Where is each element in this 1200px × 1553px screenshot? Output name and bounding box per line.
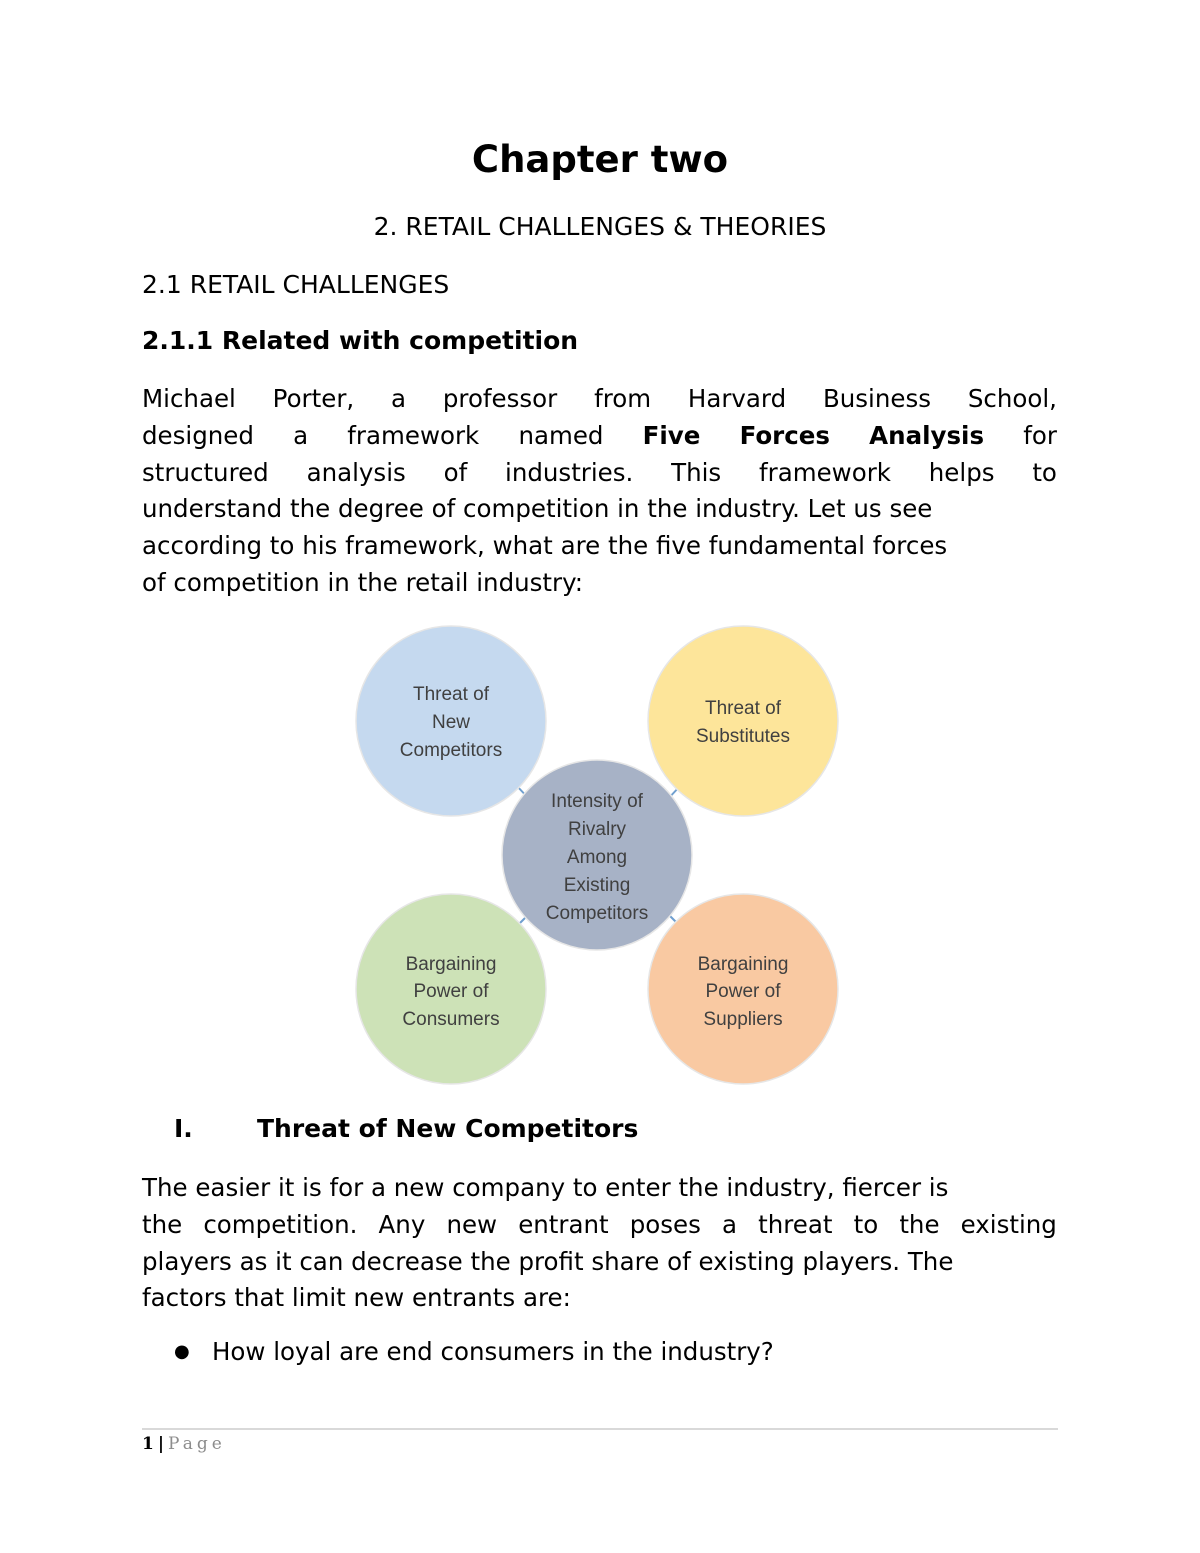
word: threat bbox=[758, 1209, 833, 1239]
page-label: Page bbox=[168, 1434, 226, 1454]
word: new bbox=[446, 1209, 498, 1239]
word: School, bbox=[967, 384, 1057, 413]
heading-roman-numeral: I. bbox=[174, 1114, 193, 1143]
word: framework bbox=[759, 457, 891, 487]
five-forces-analysis-term: Forces bbox=[739, 420, 830, 450]
page-footer bbox=[142, 1434, 226, 1454]
center-label: Intensity of bbox=[551, 791, 643, 812]
section-title: 2. RETAIL CHALLENGES & THEORIES bbox=[373, 212, 827, 241]
para1-line-2-word: designed bbox=[142, 420, 254, 450]
para1-line-2-word: a bbox=[293, 420, 309, 450]
bullet-text: How loyal are end consumers in the industry? bbox=[212, 1337, 774, 1366]
page-number: 1 bbox=[142, 1434, 154, 1454]
word: helps bbox=[928, 457, 995, 487]
top-right-label: Substitutes bbox=[696, 726, 790, 747]
center-label: Rivalry bbox=[567, 819, 627, 840]
center-label: Competitors bbox=[545, 903, 649, 924]
para1-line-2 bbox=[142, 418, 1057, 455]
word: a bbox=[722, 1209, 738, 1239]
para1-line-1 bbox=[142, 381, 1057, 418]
word: Business bbox=[822, 384, 931, 413]
word: existing bbox=[960, 1209, 1057, 1239]
heading-text: Threat of New Competitors bbox=[257, 1114, 639, 1143]
five-forces-analysis-term: Analysis bbox=[869, 420, 985, 450]
word: poses bbox=[629, 1209, 701, 1239]
para2-line-2 bbox=[142, 1207, 1057, 1244]
bottom-right-label: Power of bbox=[705, 981, 781, 1002]
word: of bbox=[443, 457, 468, 487]
para1-line-2-word: named bbox=[518, 420, 604, 450]
word: Any bbox=[378, 1209, 426, 1239]
word: This bbox=[671, 457, 722, 487]
top-left-label: New bbox=[431, 712, 471, 733]
word: the bbox=[899, 1209, 940, 1239]
word: from bbox=[594, 384, 652, 413]
para2-line-4: factors that limit new entrants are: bbox=[142, 1283, 571, 1313]
word: to bbox=[1032, 457, 1057, 487]
bottom-left-label: Bargaining bbox=[405, 954, 497, 975]
bottom-left-label: Consumers bbox=[402, 1009, 500, 1030]
para2-line-1: The easier it is for a new company to enter the industry, fiercer is bbox=[142, 1173, 949, 1202]
bottom-left-label: Power of bbox=[413, 981, 489, 1002]
para1-line-4: understand the degree of competition in the industry. Let us see bbox=[142, 494, 933, 524]
para1-line-6: of competition in the retail industry: bbox=[142, 567, 584, 597]
paragraph-new-competitors bbox=[142, 1170, 1057, 1317]
word: professor bbox=[442, 384, 558, 413]
word: Porter, bbox=[272, 384, 355, 413]
word: competition. bbox=[203, 1209, 358, 1239]
five-forces-analysis-term: Five bbox=[642, 420, 701, 450]
para1-line-2-word: framework bbox=[347, 420, 480, 450]
word: to bbox=[853, 1209, 879, 1239]
top-left-label: Competitors bbox=[399, 740, 503, 761]
para1-line-5: according to his framework, what are the five fundamental forces bbox=[142, 531, 948, 561]
bottom-right-label: Bargaining bbox=[697, 954, 789, 975]
para1-line-3 bbox=[142, 455, 1057, 492]
subsection-title: 2.1 RETAIL CHALLENGES bbox=[142, 270, 450, 299]
subsubsection-title: 2.1.1 Related with competition bbox=[142, 326, 579, 355]
top-right-label: Threat of bbox=[704, 698, 782, 719]
circle-threat-substitutes bbox=[648, 626, 838, 816]
paragraph-five-forces-intro bbox=[142, 381, 1057, 602]
para2-line-3: players as it can decrease the profit share of existing players. The bbox=[142, 1246, 954, 1276]
chapter-title: Chapter two bbox=[471, 138, 729, 181]
word: entrant bbox=[518, 1209, 609, 1239]
word: Harvard bbox=[687, 384, 787, 413]
bullet-icon: ● bbox=[174, 1341, 190, 1362]
center-label: Existing bbox=[563, 875, 631, 896]
word: a bbox=[391, 384, 407, 413]
five-forces-diagram bbox=[350, 622, 850, 1088]
center-label: Among bbox=[566, 847, 628, 868]
word: industries. bbox=[505, 457, 634, 487]
word: Michael bbox=[142, 384, 236, 413]
footer-divider bbox=[142, 1428, 1058, 1430]
word: the bbox=[142, 1209, 183, 1239]
heading-threat-new-competitors bbox=[174, 1114, 638, 1143]
footer-separator: | bbox=[157, 1434, 165, 1454]
bullet-list-item bbox=[174, 1337, 774, 1366]
word: analysis bbox=[306, 457, 406, 487]
bottom-right-label: Suppliers bbox=[703, 1009, 783, 1030]
top-left-label: Threat of bbox=[412, 684, 490, 705]
para1-line-2-word: for bbox=[1023, 420, 1057, 450]
word: structured bbox=[142, 457, 269, 487]
